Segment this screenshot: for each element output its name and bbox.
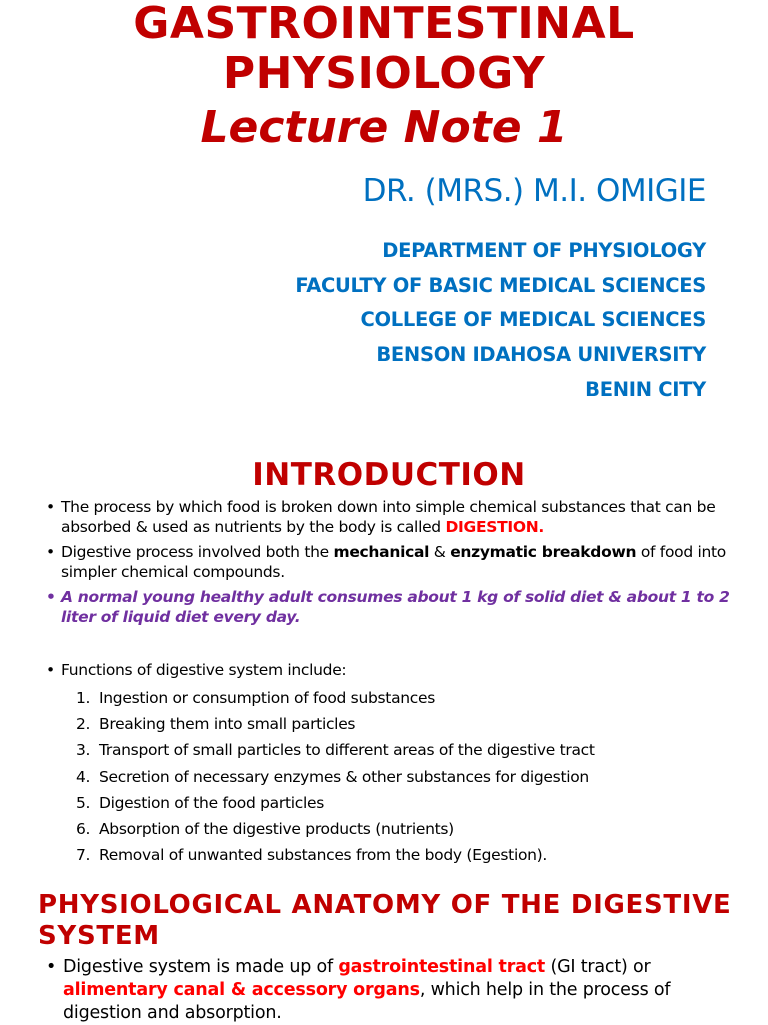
- function-number: 3.: [76, 741, 91, 760]
- function-item: [76, 816, 595, 842]
- bullet-text: of food into simpler chemical compounds.: [61, 543, 726, 581]
- bullet-text: , which help in the process of digestion and absorption.: [63, 980, 671, 1023]
- affiliation-university: BENSON IDAHOSA UNIVERSITY: [376, 343, 706, 367]
- functions-bullet: [46, 660, 736, 680]
- introduction-heading: INTRODUCTION: [252, 457, 526, 493]
- function-text: Absorption of the digestive products (nutrients): [99, 820, 454, 839]
- function-item: [76, 685, 595, 711]
- function-number: 6.: [76, 820, 91, 839]
- functions-list: [76, 685, 595, 868]
- bullet-text: (GI tract) or: [545, 957, 651, 977]
- alimentary-canal-term: alimentary canal & accessory organs: [63, 980, 420, 1000]
- function-item: [76, 842, 595, 868]
- bullet-dot: •: [46, 543, 55, 561]
- anatomy-heading: PHYSIOLOGICAL ANATOMY OF THE DIGESTIVE SYSTEM: [38, 890, 732, 951]
- mechanical-term: mechanical: [333, 543, 430, 561]
- introduction-bullets: [46, 497, 736, 632]
- bullet-digestion-definition: [46, 497, 736, 537]
- function-text: Breaking them into small particles: [99, 715, 356, 734]
- author-name: DR. (MRS.) M.I. OMIGIE: [362, 173, 706, 209]
- bullet-digestive-process: [46, 542, 736, 582]
- bullet-dot: •: [46, 588, 56, 606]
- gi-tract-term: gastrointestinal tract: [338, 957, 546, 977]
- bullet-text: The process by which food is broken down into simple chemical substances that can be absorbed & used as nutrients by the body is called: [61, 498, 716, 536]
- function-text: Transport of small particles to different areas of the digestive tract: [99, 741, 595, 760]
- bullet-daily-diet: [46, 587, 736, 627]
- bullet-text: Digestive process involved both the: [61, 543, 334, 561]
- bullet-dot: •: [46, 661, 55, 679]
- subtitle-lecture-note: Lecture Note 1: [200, 102, 568, 153]
- functions-intro-text: Functions of digestive system include:: [61, 661, 347, 679]
- affiliation-faculty: FACULTY OF BASIC MEDICAL SCIENCES: [295, 273, 706, 297]
- bullet-text: Digestive system is made up of: [63, 957, 339, 977]
- title-line-2: PHYSIOLOGY: [222, 48, 546, 99]
- anatomy-bullets: [46, 956, 726, 1025]
- function-item: [76, 737, 595, 763]
- enzymatic-term: enzymatic breakdown: [450, 543, 637, 561]
- function-item: [76, 790, 595, 816]
- function-text: Digestion of the food particles: [99, 793, 324, 812]
- function-number: 1.: [76, 689, 91, 707]
- functions-intro: [46, 660, 736, 680]
- function-text: Ingestion or consumption of food substances: [99, 689, 436, 707]
- title-line-1: GASTROINTESTINAL: [133, 0, 635, 49]
- function-text: Removal of unwanted substances from the body (Egestion).: [99, 846, 548, 865]
- bullet-text: A normal young healthy adult consumes about 1 kg of solid diet & about 1 to 2 liter of liquid diet every day.: [61, 588, 730, 626]
- function-number: 5.: [76, 793, 91, 812]
- affiliation-list: [295, 234, 706, 408]
- bullet-dot: •: [46, 498, 55, 516]
- function-item: [76, 764, 595, 790]
- function-item: [76, 711, 595, 737]
- affiliation-city: BENIN CITY: [585, 377, 706, 401]
- bullet-text: &: [429, 543, 451, 561]
- function-number: 7.: [76, 846, 91, 865]
- affiliation-college: COLLEGE OF MEDICAL SCIENCES: [360, 308, 706, 332]
- bullet-digestive-system: [46, 956, 726, 1025]
- affiliation-department: DEPARTMENT OF PHYSIOLOGY: [382, 239, 706, 262]
- function-text: Secretion of necessary enzymes & other substances for digestion: [99, 767, 589, 786]
- function-number: 2.: [76, 715, 91, 734]
- function-number: 4.: [76, 767, 91, 786]
- bullet-dot: •: [46, 957, 57, 977]
- digestion-term: DIGESTION.: [445, 518, 544, 536]
